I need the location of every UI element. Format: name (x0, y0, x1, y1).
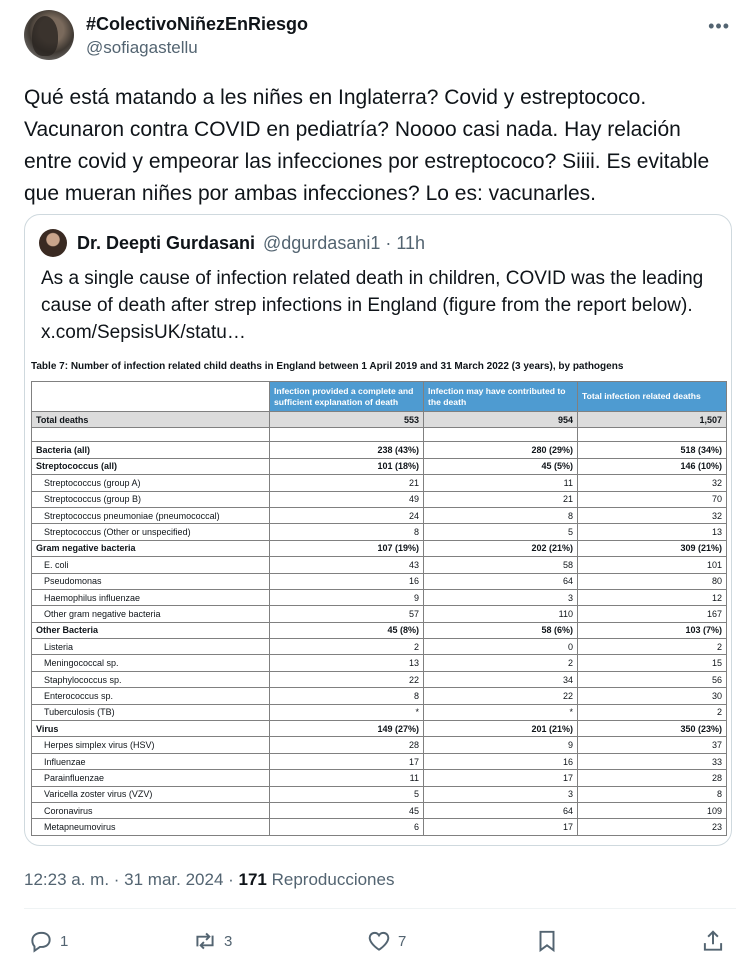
cell-complete: 8 (270, 688, 424, 704)
cell-contributed: 5 (424, 524, 578, 540)
cell-total: 30 (578, 688, 727, 704)
cell-total: 2 (578, 704, 727, 720)
table-row (32, 753, 727, 769)
view-count: 171 (238, 870, 267, 889)
cell-contributed: 16 (424, 753, 578, 769)
quoted-tweet[interactable] (24, 214, 732, 846)
cell-total: 146 (10%) (578, 458, 727, 474)
repost-icon (192, 928, 218, 954)
cell-complete: 45 (8%) (270, 622, 424, 638)
cell-total: 32 (578, 475, 727, 491)
table-row (32, 507, 727, 523)
table-header-blank (32, 382, 270, 412)
quote-line: cause of death after strep infections in England (figure from the report below). (41, 295, 693, 316)
table-row (32, 491, 727, 507)
tweet-line: entre covid y empeorar las infecciones por estreptococo? Siiii. Es evitable (24, 150, 710, 173)
cell-complete (270, 428, 424, 442)
row-label: E. coli (32, 557, 270, 573)
table-row (32, 557, 727, 573)
table-row (32, 428, 727, 442)
cell-complete: 24 (270, 507, 424, 523)
bookmark-icon (534, 928, 560, 954)
cell-total: 1,507 (578, 412, 727, 428)
table-row (32, 442, 727, 458)
cell-complete: 16 (270, 573, 424, 589)
cell-contributed: * (424, 704, 578, 720)
cell-contributed: 17 (424, 819, 578, 835)
reply-button[interactable] (28, 928, 68, 954)
reply-icon (28, 928, 54, 954)
cell-total: 32 (578, 507, 727, 523)
cell-complete: 28 (270, 737, 424, 753)
cell-total: 2 (578, 639, 727, 655)
table-row (32, 802, 727, 818)
row-label: Varicella zoster virus (VZV) (32, 786, 270, 802)
cell-complete: 553 (270, 412, 424, 428)
cell-contributed: 22 (424, 688, 578, 704)
row-label: Metapneumovirus (32, 819, 270, 835)
table-row (32, 573, 727, 589)
cell-contributed: 64 (424, 573, 578, 589)
row-label: Pseudomonas (32, 573, 270, 589)
reply-count: 1 (60, 932, 69, 950)
cell-contributed: 0 (424, 639, 578, 655)
cell-total: 12 (578, 589, 727, 605)
cell-contributed: 45 (5%) (424, 458, 578, 474)
cell-complete: 6 (270, 819, 424, 835)
cell-total: 518 (34%) (578, 442, 727, 458)
cell-contributed: 9 (424, 737, 578, 753)
cell-complete: 238 (43%) (270, 442, 424, 458)
table-row (32, 704, 727, 720)
cell-total: 15 (578, 655, 727, 671)
table-header-col1: Infection provided a complete and sufficient explanation of death (270, 382, 424, 412)
table-row (32, 458, 727, 474)
cell-complete: 49 (270, 491, 424, 507)
cell-complete: 8 (270, 524, 424, 540)
table-row (32, 412, 727, 428)
row-label: Streptococcus (all) (32, 458, 270, 474)
tweet-line: Vacunaron contra COVID en pediatría? Noooo casi nada. Hay relación (24, 118, 681, 141)
row-label: Coronavirus (32, 802, 270, 818)
quote-author-handle: @dgurdasani1 · 11h (263, 233, 426, 253)
cell-contributed: 8 (424, 507, 578, 523)
cell-contributed: 58 (6%) (424, 622, 578, 638)
cell-total: 23 (578, 819, 727, 835)
cell-total: 80 (578, 573, 727, 589)
row-label: Listeria (32, 639, 270, 655)
action-bar (28, 928, 728, 958)
cell-total: 167 (578, 606, 727, 622)
more-icon[interactable]: ••• (708, 16, 730, 36)
tweet-header (24, 8, 736, 64)
tweet-timestamp[interactable]: 12:23 a. m. · 31 mar. 2024 · (24, 870, 239, 889)
cell-complete: 5 (270, 786, 424, 802)
table-row (32, 639, 727, 655)
tweet-meta (24, 870, 394, 890)
divider (24, 908, 736, 909)
cell-total: 37 (578, 737, 727, 753)
cell-complete: 2 (270, 639, 424, 655)
table-row (32, 786, 727, 802)
cell-complete: 57 (270, 606, 424, 622)
table-row (32, 655, 727, 671)
cell-complete: 13 (270, 655, 424, 671)
cell-contributed: 17 (424, 770, 578, 786)
table-row (32, 737, 727, 753)
cell-total: 8 (578, 786, 727, 802)
cell-contributed: 2 (424, 655, 578, 671)
cell-contributed: 3 (424, 589, 578, 605)
cell-total (578, 428, 727, 442)
table-row (32, 770, 727, 786)
cell-total: 350 (23%) (578, 721, 727, 737)
quote-avatar[interactable] (39, 229, 67, 257)
row-label: Virus (32, 721, 270, 737)
like-icon (366, 928, 392, 954)
cell-total: 109 (578, 802, 727, 818)
row-label: Bacteria (all) (32, 442, 270, 458)
cell-contributed: 280 (29%) (424, 442, 578, 458)
cell-complete: 21 (270, 475, 424, 491)
row-label: Staphylococcus sp. (32, 671, 270, 687)
quote-author-name[interactable]: Dr. Deepti Gurdasani (77, 233, 256, 253)
cell-total: 13 (578, 524, 727, 540)
quote-text (41, 265, 721, 346)
cell-complete: 22 (270, 671, 424, 687)
like-count: 7 (398, 932, 407, 950)
cell-complete: 101 (18%) (270, 458, 424, 474)
like-button[interactable] (366, 928, 406, 954)
table-row (32, 721, 727, 737)
table-row (32, 524, 727, 540)
share-icon (700, 928, 726, 954)
cell-complete: * (270, 704, 424, 720)
row-label: Other gram negative bacteria (32, 606, 270, 622)
row-label: Herpes simplex virus (HSV) (32, 737, 270, 753)
cell-total: 33 (578, 753, 727, 769)
cell-contributed: 110 (424, 606, 578, 622)
row-label: Streptococcus (Other or unspecified) (32, 524, 270, 540)
row-label: Streptococcus (group B) (32, 491, 270, 507)
cell-contributed: 954 (424, 412, 578, 428)
share-button[interactable] (700, 928, 726, 954)
table-body (32, 412, 727, 836)
views-label: Reproducciones (266, 870, 395, 889)
cell-total: 56 (578, 671, 727, 687)
cell-complete: 45 (270, 802, 424, 818)
row-label (32, 428, 270, 442)
row-label: Streptococcus (group A) (32, 475, 270, 491)
row-label: Meningococcal sp. (32, 655, 270, 671)
repost-count: 3 (224, 932, 233, 950)
row-label: Enterococcus sp. (32, 688, 270, 704)
pathogen-table (31, 381, 727, 836)
table-header-col3: Total infection related deaths (578, 382, 727, 412)
table-row (32, 589, 727, 605)
row-label: Other Bacteria (32, 622, 270, 638)
cell-complete: 107 (19%) (270, 540, 424, 556)
table-row (32, 622, 727, 638)
cell-contributed: 201 (21%) (424, 721, 578, 737)
cell-total: 101 (578, 557, 727, 573)
tweet-text (24, 82, 736, 210)
row-label: Influenzae (32, 753, 270, 769)
avatar[interactable] (24, 10, 74, 60)
cell-contributed: 11 (424, 475, 578, 491)
cell-complete: 11 (270, 770, 424, 786)
row-label: Parainfluenzae (32, 770, 270, 786)
cell-contributed: 34 (424, 671, 578, 687)
tweet-line: Qué está matando a les niñes en Inglaterra? Covid y estreptococo. (24, 86, 647, 109)
row-label: Streptococcus pneumoniae (pneumococcal) (32, 507, 270, 523)
cell-total: 70 (578, 491, 727, 507)
author-name[interactable]: #ColectivoNiñezEnRiesgo (86, 14, 309, 34)
table-row (32, 688, 727, 704)
quote-image-table[interactable] (31, 357, 727, 843)
table-row (32, 606, 727, 622)
cell-total: 28 (578, 770, 727, 786)
row-label: Gram negative bacteria (32, 540, 270, 556)
cell-contributed: 3 (424, 786, 578, 802)
table-header-col2: Infection may have contributed to the death (424, 382, 578, 412)
row-label: Tuberculosis (TB) (32, 704, 270, 720)
row-label: Haemophilus influenzae (32, 589, 270, 605)
quote-link[interactable]: x.com/SepsisUK/statu… (41, 322, 246, 343)
author-handle[interactable]: @sofiagastellu (86, 38, 198, 57)
table-row (32, 819, 727, 835)
row-label: Total deaths (32, 412, 270, 428)
table-row (32, 475, 727, 491)
table-title: Table 7: Number of infection related child deaths in England between 1 April 2019 and 31 March 2022 (3 years), by pathogens (31, 361, 624, 372)
cell-contributed (424, 428, 578, 442)
quote-line: As a single cause of infection related death in children, COVID was the leading (41, 268, 704, 289)
cell-complete: 43 (270, 557, 424, 573)
bookmark-button[interactable] (534, 928, 560, 954)
cell-total: 103 (7%) (578, 622, 727, 638)
cell-contributed: 21 (424, 491, 578, 507)
cell-complete: 9 (270, 589, 424, 605)
table-row (32, 671, 727, 687)
repost-button[interactable] (192, 928, 232, 954)
cell-contributed: 58 (424, 557, 578, 573)
cell-total: 309 (21%) (578, 540, 727, 556)
cell-contributed: 64 (424, 802, 578, 818)
cell-complete: 17 (270, 753, 424, 769)
cell-contributed: 202 (21%) (424, 540, 578, 556)
tweet-line: que mueran niñes por ambas infecciones? Lo es: vacunarles. (24, 182, 597, 205)
cell-complete: 149 (27%) (270, 721, 424, 737)
table-row (32, 540, 727, 556)
